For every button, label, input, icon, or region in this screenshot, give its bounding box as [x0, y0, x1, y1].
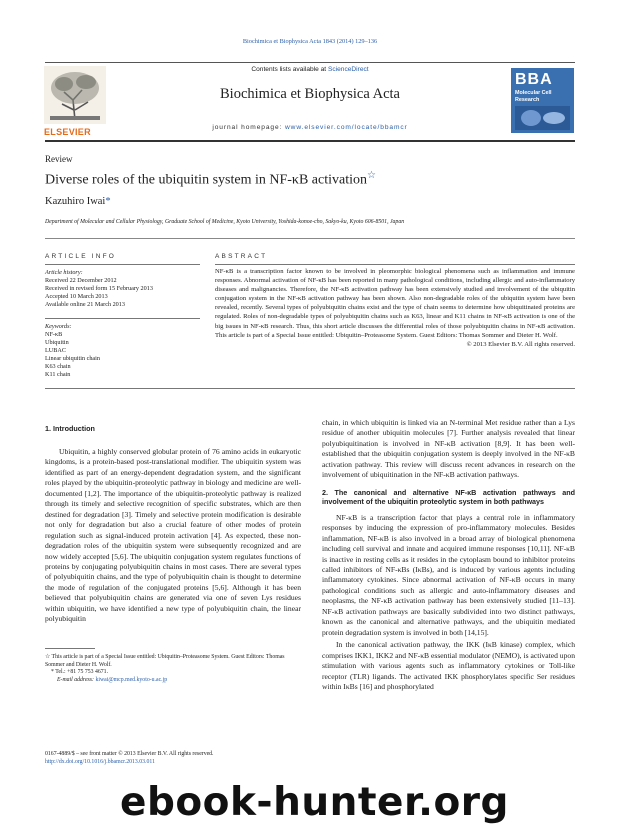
author-affiliation: Department of Molecular and Cellular Physiology, Graduate School of Medicine, Kyoto University, Yoshida-konoe-cho, Sakyo-ku, Kyoto 606-8501, Japan — [45, 219, 405, 225]
introduction-column — [45, 447, 301, 625]
keywords — [45, 323, 205, 379]
history-item: Received in revised form 15 February 2013 — [45, 285, 153, 292]
history-item: Accepted 10 March 2013 — [45, 293, 108, 300]
article-history — [45, 269, 205, 309]
keyword-item: K63 chain — [45, 363, 71, 370]
header-top-rule — [45, 62, 575, 63]
author-footnote-mark[interactable]: * — [105, 196, 111, 207]
cover-subtitle-1: Molecular Cell — [515, 90, 552, 96]
abstract-copyright: © 2013 Elsevier B.V. All rights reserved. — [466, 340, 575, 348]
abstract-top-rule — [215, 264, 575, 265]
abstract-body — [215, 267, 575, 349]
history-item: Received 22 December 2012 — [45, 277, 117, 284]
keyword-item: Ubiquitin — [45, 339, 69, 346]
section-2-paragraph-1: NF-κB is a transcription factor that plays a central role in inflammatory responses by inducing the expression of pro-inflammatory molecules. Besides inflammation, NF-κB is also involved in a broad array of biological phenomena including cell survival and innate and acquired immune responses [10,11]. NF-κB is inactive in resting cells as it resides in the cytoplasm bound to inhibitor proteins called inhibitors of NF-κBs (IκBs), and is induced by various agents including inflammatory cytokines. Since abnormal activation of NF-κB occurs in many pathological conditions such as allergic and auto-inflammatory diseases and neoplasms, the NF-κB activation pathway has been extensively studied [11–13]. NF-κB activation pathways are basically subdivided into two distinct pathways, known as the canonical and alternative pathways, and the ubiquitin mediated protein degradation system is involved in both [14,15]. — [322, 512, 575, 637]
issn-line: 0167-4889/$ – see front matter © 2013 Elsevier B.V. All rights reserved. — [45, 751, 214, 757]
abstract-bottom-rule — [45, 388, 575, 389]
abstract-text: NF-κB is a transcription factor known to be involved in pleomorphic biological phenomena such as inflammation and immune responses. Abnormal activation of NF-κB has been reported in many pathological conditions, including allergic and auto-inflammatory diseases and malignancies. Therefore, the NF-κB activation pathway has been extensively studied and involvement of the ubiquitin conjugation system in the NF-κB activation pathway has been shown. Also non-degradable roles of the ubiquitin system have been revealed, recently. Several types of polyubiquitin chains exist and the type of chain seems to determine how ubiquitinated proteins are regulated. Roles of non-degradable types of polyubiquitin chains such as K63, linear and K11 chains in NF-κB activation is one of the big issues in NF-κB research. Thus, this short article discusses the differential roles of those polyubiquitin chains in NF-κB activation. This article is part of a Special Issue entitled: Ubiquitin–Proteasome System. Guest Editors: Thomas Sommer and Dieter H. Wolf. — [215, 268, 575, 339]
article-info-heading: ARTICLE INFO — [45, 253, 117, 260]
footnote-rule — [45, 648, 95, 649]
cover-subtitle-2: Research — [515, 97, 540, 103]
article-type: Review — [45, 154, 73, 164]
author-email-link[interactable]: kiwai@mcp.med.kyoto-u.ac.jp — [95, 676, 168, 683]
section-2-heading: 2. The canonical and alternative NF-κB activation pathways and involvement of the ubiquitin proteolytic system in both pathways — [322, 487, 575, 506]
section-2-paragraph-2: In the canonical activation pathway, the IKK (IκB kinase) complex, which comprises IKK1, IKK2 and NF-κB essential modulator (NEMO), is activated upon stimulation with various agents such as inflammatory cytokines or Toll-like receptor (TLR) ligands. The activated IKK phosphorylates specific Ser residues within IκBs [16] and phosphorylated — [322, 640, 575, 691]
email-label: E-mail address: — [57, 676, 96, 683]
doi-link[interactable]: http://dx.doi.org/10.1016/j.bbamcr.2013.03.011 — [45, 758, 155, 765]
email-footnote — [45, 677, 301, 685]
keyword-item: NF-κB — [45, 331, 63, 338]
affiliation-rule — [45, 238, 575, 239]
contents-line — [120, 66, 500, 73]
footnotes — [45, 654, 301, 684]
keyword-item: Linear ubiquitin chain — [45, 355, 100, 362]
homepage-prefix: journal homepage: — [212, 124, 285, 131]
cover-artwork — [515, 106, 570, 130]
elsevier-wordmark: ELSEVIER — [44, 127, 91, 137]
keywords-label: Keywords: — [45, 323, 72, 330]
elsevier-tree-logo — [44, 66, 106, 136]
journal-homepage — [120, 124, 500, 131]
contents-prefix: Contents lists available at — [251, 66, 328, 73]
history-rule — [45, 318, 200, 319]
journal-name: Biochimica et Biophysica Acta — [220, 86, 400, 102]
cover-title: BBA — [515, 71, 553, 88]
title-footnote-star-icon[interactable]: ☆ — [367, 170, 376, 181]
author-line — [45, 196, 111, 207]
sciencedirect-link[interactable]: ScienceDirect — [327, 66, 369, 73]
issn-footer — [45, 751, 301, 766]
journal-cover-thumbnail — [511, 68, 574, 133]
history-label: Article history: — [45, 269, 83, 276]
history-item: Available online 21 March 2013 — [45, 301, 125, 308]
keyword-item: K11 chain — [45, 371, 71, 378]
watermark-text: ebook-hunter.org — [120, 780, 509, 825]
special-issue-footnote: ☆ This article is part of a Special Issue entitled: Ubiquitin–Proteasome System. Guest Editors: Thomas Sommer and Dieter H. Wolf. — [45, 654, 285, 668]
author-name: Kazuhiro Iwai — [45, 196, 106, 207]
abstract-heading: ABSTRACT — [215, 253, 268, 260]
article-info-rule — [45, 264, 200, 265]
homepage-link[interactable]: www.elsevier.com/locate/bbamcr — [285, 124, 408, 131]
intro-continuation-paragraph: chain, in which ubiquitin is linked via an N-terminal Met residue rather than a Lys residue of another ubiquitin molecules [7]. Further analysis revealed that linear polyubiquitination is involved in NF-κB activation [8,9]. It has been well-established that the ubiquitin conjugation system is deeply involved in the NF-κB activation pathway. This review will discuss recent advances in research on the involvement of ubiquitination in the NF-κB activation pathways. — [322, 418, 575, 480]
article-title — [45, 170, 376, 189]
telephone-footnote: * Tel.: +81 75 753 4671. — [51, 669, 109, 676]
header-bottom-rule — [45, 140, 575, 142]
section-1-heading: 1. Introduction — [45, 424, 95, 433]
keyword-item: LUBAC — [45, 347, 66, 354]
right-column — [322, 418, 575, 692]
article-title-text: Diverse roles of the ubiquitin system in NF-κB activation — [45, 172, 368, 188]
journal-citation[interactable]: Biochimica et Biophysica Acta 1843 (2014) 129–136 — [242, 38, 378, 45]
intro-paragraph: Ubiquitin, a highly conserved globular protein of 76 amino acids in eukaryotic kingdoms, is a protein-based post-translational modifier. The ubiquitin system was identified as part of an energy-dependent degradation system, and the significant roles played by the ubiquitin-proteolytic pathway in biology and medicine are well-documented [1,2]. The importance of the ubiquitin-proteolytic pathway is realized through its timely and selective recognition of specific substrates, which are then destined for degradation [3]. Timely and selective protein modification is desirable not only for degradation but also a crucial feature of other modes of protein regulation such as signal-induced protein activation [4]. As expected, these non-degradation roles of the ubiquitin system were subsequently recognized and are now widely accepted [5,6]. The ubiquitin conjugation system regulates functions of proteins by conjugating polyubiquitin chains in most cases. There are several types of polyubiquitin chains, and the type of polyubiquitin chain is thought to determine the mode of regulation of the conjugated proteins [5,6]. Although it has been believed that polyubiquitin chains are generated via one of seven Lys residues within ubiquitin, we have identified a new type of polyubiquitin chain, the linear polyubiquitin — [45, 447, 301, 624]
